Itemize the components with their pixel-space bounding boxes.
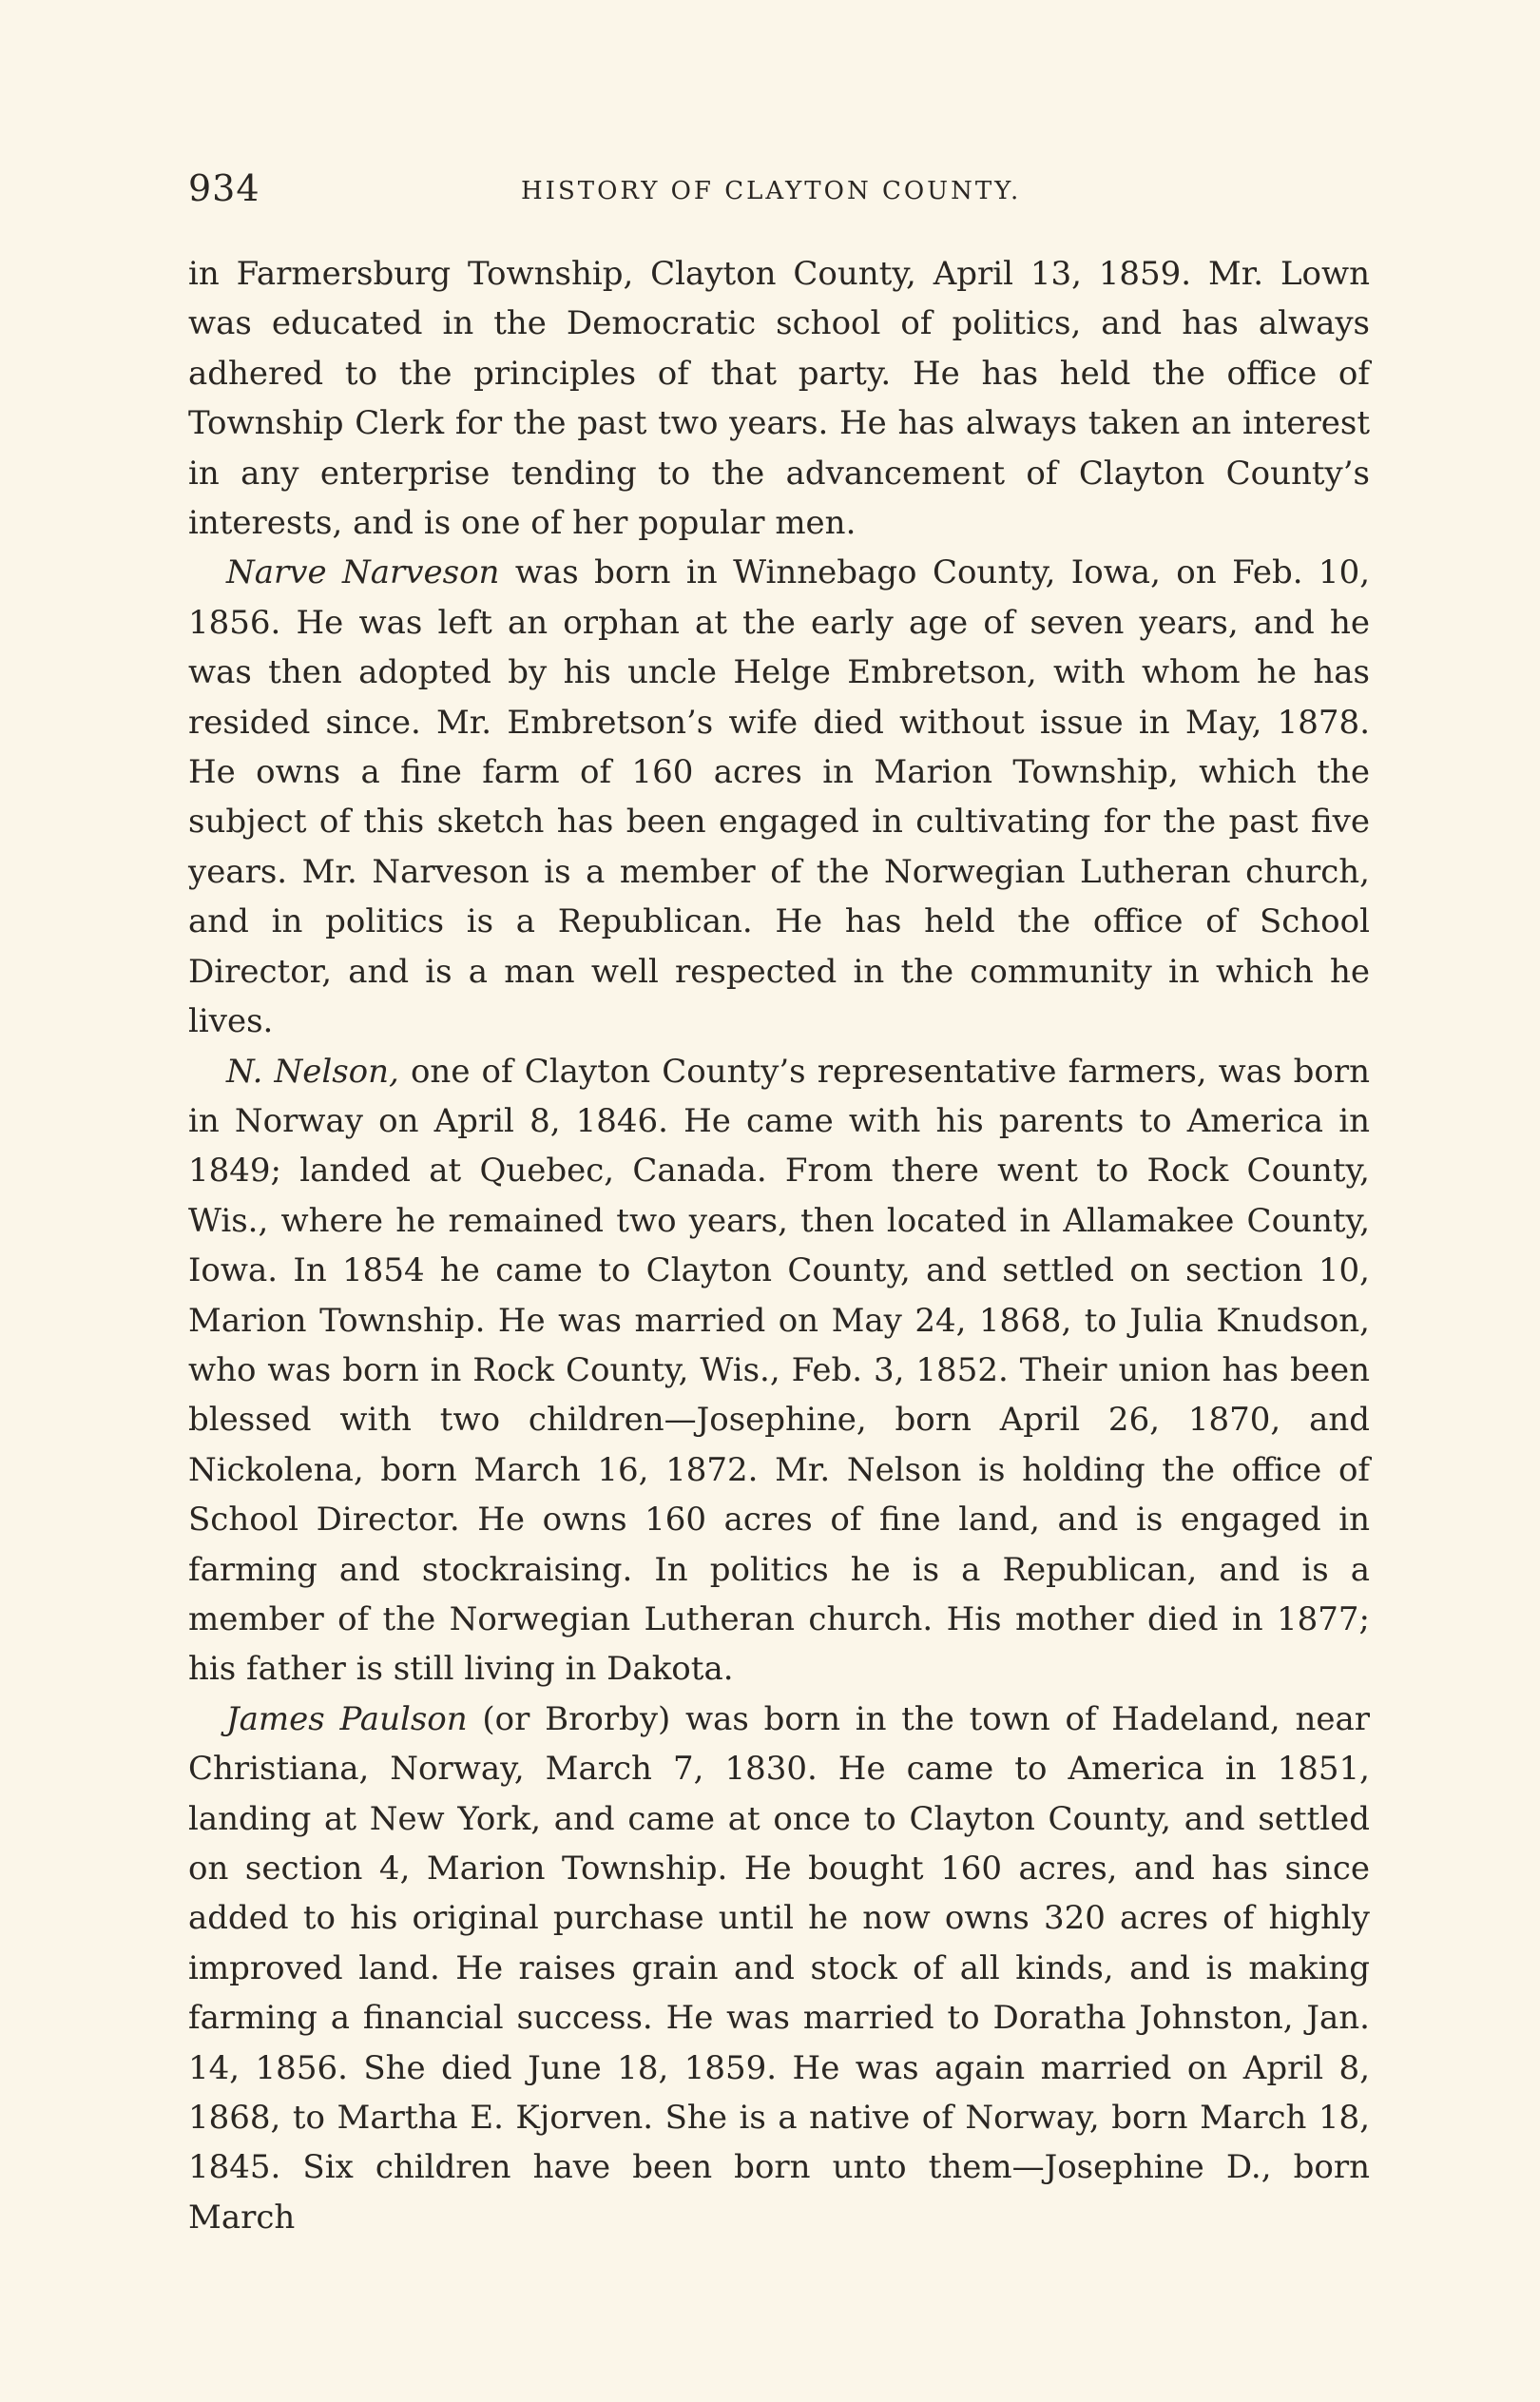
person-name: Narve Narveson <box>226 553 500 592</box>
paragraph-text: was born in Winnebago County, Iowa, on Feb. 10, 1856. He was left an orphan at the early age of seven years, and he was then adopted by his uncle Helge Embretson, with whom he has resided since. Mr. Embretson’s wife died without issue in May, 1878. He owns a fine farm of 160 acres in Marion Township, which the subject of this sketch has been engaged in cultivating for the past five years. Mr. Narveson is a member of the Norwegian Lutheran church, and in politics is a Republican. He has held the office of School Director, and is a man well respected in the community in which he lives. <box>188 553 1371 1041</box>
paragraph-nelson <box>188 1047 1370 1695</box>
page-header <box>188 167 1367 215</box>
paragraph-text: one of Clayton County’s representative farmers, was born in Norway on April 8, 1846. He came with his parents to America in 1849; landed at Quebec, Canada. From there went to Rock County, Wis., where he remained two years, then located in Allamakee County, Iowa. In 1854 he came to Clayton County, and settled on section 10, Marion Township. He was married on May 24, 1868, to Julia Knudson, who was born in Rock County, Wis., Feb. 3, 1852. Their union has been blessed with two children—Josephine, born April 26, 1870, and Nickolena, born March 16, 1872. Mr. Nelson is holding the office of School Director. He owns 160 acres of fine land, and is engaged in farming and stockraising. In politics he is a Republican, and is a member of the Norwegian Lutheran church. His mother died in 1877; his father is still living in Dakota. <box>188 1052 1370 1689</box>
person-name: N. Nelson, <box>226 1052 399 1091</box>
paragraph-narveson <box>188 548 1370 1046</box>
paragraph-text: in Farmersburg Township, Clayton County, April 13, 1859. Mr. Lown was educated in the Democratic school of politics, and has always adhered to the principles of that party. He has held the office of Township Clerk for the past two years. He has always taken an interest in any enterprise tending to the advancement of Clayton County’s interests, and is one of her popular men. <box>188 255 1370 543</box>
page-number: 934 <box>188 167 260 209</box>
running-head: HISTORY OF CLAYTON COUNTY. <box>521 177 1022 205</box>
paragraph-text: (or Brorby) was born in the town of Hadeland, near Christiana, Norway, March 7, 1830. He came to America in 1851, landing at New York, and came at once to Clayton County, and settled on section 4, Marion Township. He bought 160 acres, and has since added to his original purchase until he now owns 320 acres of highly improved land. He raises grain and stock of all kinds, and is making farming a financial success. He was married to Doratha Johnston, Jan. 14, 1856. She died June 18, 1859. He was again married on April 8, 1868, to Martha E. Kjorven. She is a native of Norway, born March 18, 1845. Six children have been born unto them—Josephine D., born March <box>188 1699 1370 2237</box>
body-text <box>188 249 1370 2242</box>
paragraph-paulson <box>188 1695 1370 2242</box>
person-name: James Paulson <box>226 1699 468 1738</box>
paragraph-lown-continued <box>188 249 1370 548</box>
